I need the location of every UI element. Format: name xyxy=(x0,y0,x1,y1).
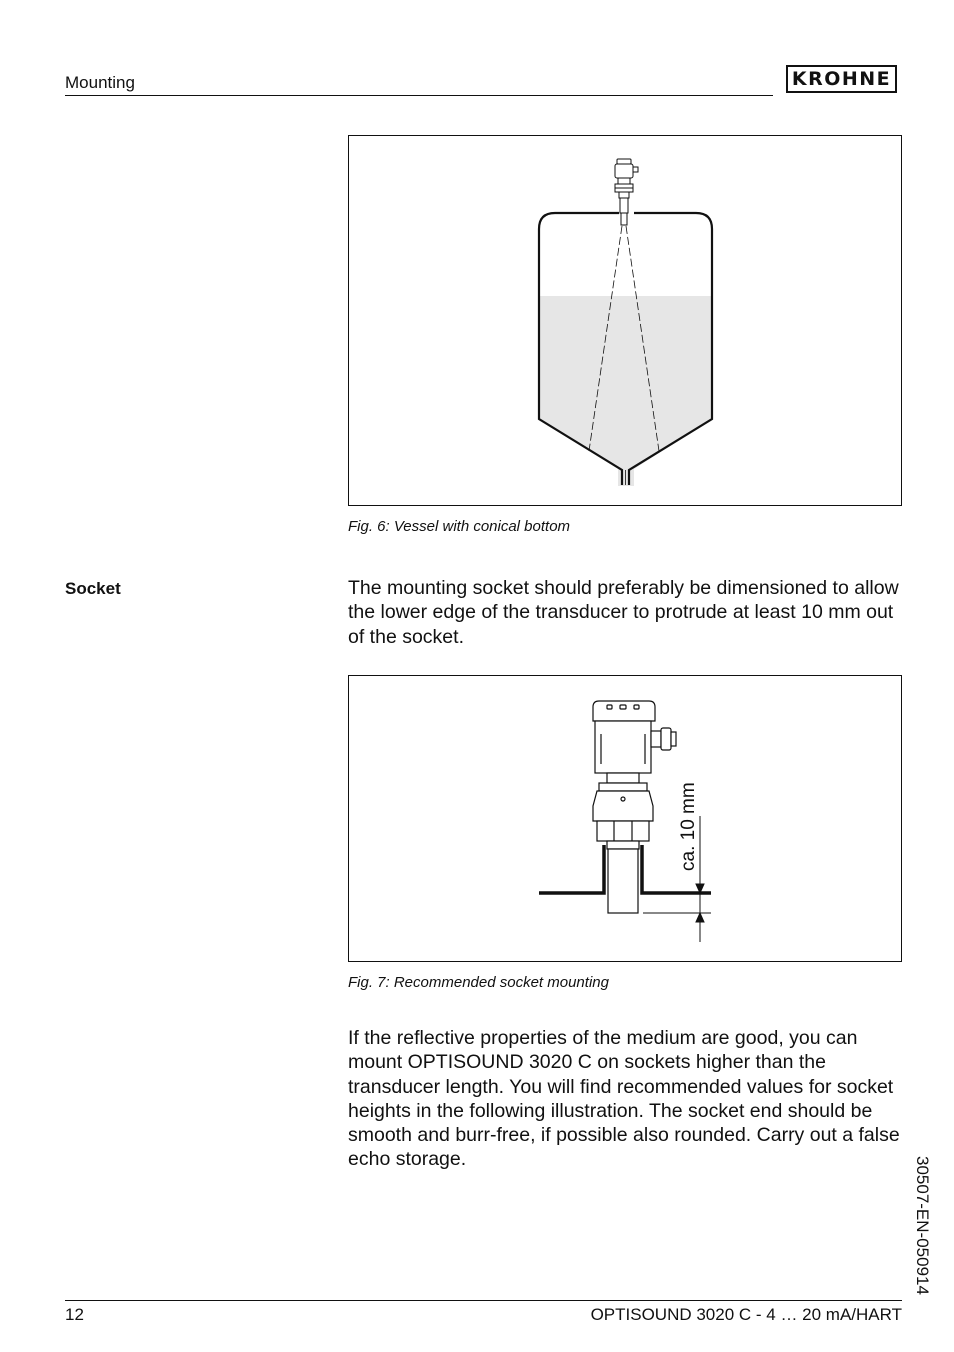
krohne-logo: KROHNE xyxy=(786,65,897,93)
side-document-number: 30507-EN-050914 xyxy=(913,1156,932,1295)
figure-socket-mounting xyxy=(348,675,902,962)
figure-7-caption: Fig. 7: Recommended socket mounting xyxy=(348,974,609,991)
footer-product-name: OPTISOUND 3020 C - 4 … 20 mA/HART xyxy=(590,1305,902,1324)
radar-sensor-icon xyxy=(615,159,638,225)
dimension-label: ca. 10 mm xyxy=(678,782,699,871)
dimension-marker xyxy=(643,816,711,942)
socket-paragraph: The mounting socket should preferably be dimensioned to allow the lower edge of the transducer to protrude at least 10 mm out of the socket. xyxy=(348,577,899,648)
socket-mounting-illustration xyxy=(349,676,901,961)
vessel-illustration xyxy=(349,136,901,505)
header-section-title: Mounting xyxy=(65,73,135,92)
page-number: 12 xyxy=(65,1305,84,1324)
medium-fill xyxy=(539,296,712,486)
reflective-properties-paragraph: If the reflective properties of the medium are good, you can mount OPTISOUND 3020 C on sockets higher than the transducer length. You will find recommended values for socket heights in the following illustration. The socket end should be smooth and burr-free, if possible also rounded. Carry out a false echo storage. xyxy=(348,1027,900,1171)
figure-vessel-conical-bottom xyxy=(348,135,902,506)
header-divider xyxy=(65,95,773,96)
footer-divider xyxy=(65,1300,902,1301)
figure-6-caption: Fig. 6: Vessel with conical bottom xyxy=(348,518,571,535)
socket-label: Socket xyxy=(65,579,121,598)
